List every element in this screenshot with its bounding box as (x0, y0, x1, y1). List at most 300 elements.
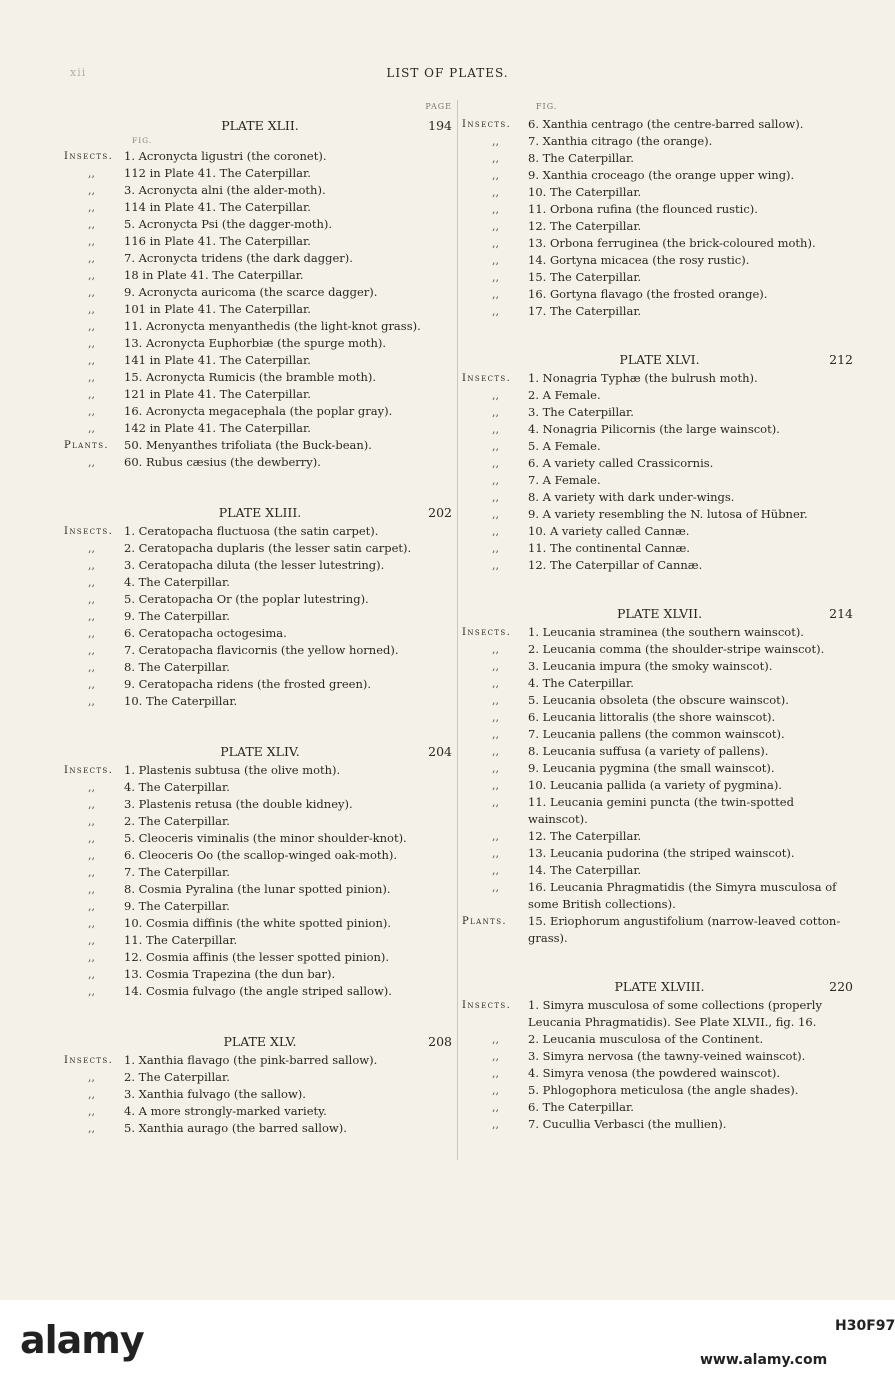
list-item (64, 335, 456, 352)
list-item (64, 898, 456, 915)
entry-text: 8. The Caterpillar. (124, 660, 230, 674)
entry-text: 2. Ceratopacha duplaris (the lesser satin carpet). (124, 541, 412, 555)
entry-text: 1. Ceratopacha fluctuosa (the satin carpet). (124, 524, 379, 538)
list-item (462, 523, 857, 540)
image-id: H30F97 (835, 1318, 895, 1334)
entry-text: 10. Leucania pallida (a variety of pygmina). (528, 778, 782, 792)
ditto-mark: ,, (492, 237, 499, 250)
list-item (64, 1103, 456, 1120)
ditto-mark: ,, (88, 218, 95, 231)
list-item (462, 1082, 857, 1099)
ditto-mark: ,, (88, 627, 95, 640)
list-item (462, 1031, 857, 1048)
ditto-mark: ,, (88, 371, 95, 384)
ditto-mark: ,, (492, 881, 499, 894)
plate-heading (462, 350, 857, 370)
list-item (64, 250, 456, 267)
ditto-mark: ,, (88, 1122, 95, 1135)
entry-text: 142 in Plate 41. The Caterpillar. (124, 421, 311, 435)
list-item (462, 404, 857, 421)
plate-title: PLATE XLV. (223, 1034, 297, 1049)
plate-title: PLATE XLVIII. (614, 979, 705, 994)
plate-title: PLATE XLIV. (220, 744, 300, 759)
list-item (64, 1069, 456, 1086)
ditto-mark: ,, (492, 152, 499, 165)
list-item (64, 148, 456, 165)
entry-text: 6. The Caterpillar. (528, 1100, 634, 1114)
entry-text: 2. The Caterpillar. (124, 1070, 230, 1084)
entry-text: 4. Simyra venosa (the powdered wainscot). (528, 1066, 781, 1080)
list-item (462, 675, 857, 692)
entry-text: 3. Xanthia fulvago (the sallow). (124, 1087, 306, 1101)
entry-text: 1. Leucania straminea (the southern wainscot). (528, 625, 804, 639)
entry-text: 5. Cleoceris viminalis (the minor shoulder-knot). (124, 831, 407, 845)
entry-text: 11. The continental Cannæ. (528, 541, 690, 555)
watermark-footer (0, 1300, 895, 1390)
plate-section (462, 350, 857, 574)
entry-text: 7. Ceratopacha flavicornis (the yellow horned). (124, 643, 399, 657)
ditto-mark: ,, (88, 985, 95, 998)
list-item (64, 1052, 456, 1069)
ditto-mark: ,, (492, 864, 499, 877)
list-item (64, 216, 456, 233)
list-item (462, 303, 857, 320)
list-item (462, 116, 857, 133)
entry-text: 3. Simyra nervosa (the tawny-veined wainscot). (528, 1049, 806, 1063)
list-item (64, 966, 456, 983)
list-item (64, 1120, 456, 1137)
list-item (64, 847, 456, 864)
entry-text: 5. Acronycta Psi (the dagger-moth). (124, 217, 333, 231)
ditto-mark: ,, (88, 678, 95, 691)
ditto-mark: ,, (492, 796, 499, 809)
plate-section (64, 116, 456, 471)
ditto-mark: ,, (88, 422, 95, 435)
ditto-mark: ,, (88, 201, 95, 214)
entry-text: 7. Leucania pallens (the common wainscot). (528, 727, 785, 741)
category-label: Insects. (462, 1000, 512, 1011)
ditto-mark: ,, (492, 254, 499, 267)
ditto-mark: ,, (492, 1033, 499, 1046)
list-item (64, 403, 456, 420)
left-column (64, 100, 456, 1137)
entry-text: 4. The Caterpillar. (124, 780, 230, 794)
ditto-mark: ,, (492, 677, 499, 690)
plate-page: 220 (829, 979, 853, 994)
ditto-mark: ,, (492, 440, 499, 453)
category-label: Plants. (462, 916, 508, 927)
ditto-mark: ,, (88, 1088, 95, 1101)
ditto-mark: ,, (88, 184, 95, 197)
entry-text: 1. Xanthia flavago (the pink-barred sallow). (124, 1053, 378, 1067)
entry-text: 10. A variety called Cannæ. (528, 524, 690, 538)
list-item (462, 472, 857, 489)
plate-page: 212 (829, 352, 853, 367)
list-item (462, 760, 857, 777)
plate-section (64, 1032, 456, 1137)
ditto-mark: ,, (88, 798, 95, 811)
ditto-mark: ,, (88, 559, 95, 572)
list-item (64, 540, 456, 557)
list-item (462, 218, 857, 235)
ditto-mark: ,, (492, 220, 499, 233)
ditto-mark: ,, (492, 694, 499, 707)
list-item (64, 762, 456, 779)
ditto-mark: ,, (88, 337, 95, 350)
ditto-mark: ,, (492, 847, 499, 860)
entry-text: 3. The Caterpillar. (528, 405, 634, 419)
entry-text: 5. Ceratopacha Or (the poplar lutestring). (124, 592, 369, 606)
ditto-mark: ,, (88, 968, 95, 981)
entry-text: 9. A variety resembling the N. lutosa of Hübner. (528, 507, 808, 521)
ditto-mark: ,, (492, 728, 499, 741)
ditto-mark: ,, (492, 745, 499, 758)
entry-text: 6. A variety called Crassicornis. (528, 456, 714, 470)
section-gap (462, 947, 857, 977)
entry-text: 12. The Caterpillar. (528, 219, 642, 233)
entry-text: 15. Acronycta Rumicis (the bramble moth). (124, 370, 377, 384)
entry-text: 3. Acronycta alni (the alder-moth). (124, 183, 326, 197)
entry-text: 1. Acronycta ligustri (the coronet). (124, 149, 327, 163)
plate-heading (64, 116, 456, 136)
list-item (64, 318, 456, 335)
ditto-mark: ,, (492, 542, 499, 555)
entry-text: 13. Cosmia Trapezina (the dun bar). (124, 967, 336, 981)
list-item (462, 845, 857, 862)
list-item (64, 608, 456, 625)
ditto-mark: ,, (492, 186, 499, 199)
list-item (462, 540, 857, 557)
entry-text: 1. Simyra musculosa of some collections (properly Leucania Phragmatidis). See Plate XLVII., fig. 16. (528, 998, 822, 1029)
ditto-mark: ,, (88, 456, 95, 469)
list-item (462, 201, 857, 218)
plate-page: 208 (428, 1034, 452, 1049)
ditto-mark: ,, (88, 354, 95, 367)
entry-text: 13. Leucania pudorina (the striped wainscot). (528, 846, 795, 860)
entry-text: 141 in Plate 41. The Caterpillar. (124, 353, 311, 367)
list-item (64, 779, 456, 796)
list-item (462, 879, 857, 913)
ditto-mark: ,, (88, 167, 95, 180)
list-item (462, 862, 857, 879)
list-item (462, 828, 857, 845)
list-item (64, 625, 456, 642)
entry-text: 5. Phlogophora meticulosa (the angle shades). (528, 1083, 799, 1097)
entry-text: 114 in Plate 41. The Caterpillar. (124, 200, 311, 214)
list-item (64, 454, 456, 471)
entry-text: 1. Nonagria Typhæ (the bulrush moth). (528, 371, 758, 385)
list-item (462, 184, 857, 201)
list-item (64, 642, 456, 659)
ditto-mark: ,, (88, 866, 95, 879)
list-item (64, 420, 456, 437)
list-item (462, 1065, 857, 1082)
ditto-mark: ,, (492, 1050, 499, 1063)
entry-text: 4. Nonagria Pilicornis (the large wainscot). (528, 422, 780, 436)
list-item (462, 438, 857, 455)
list-item (64, 864, 456, 881)
entry-text: 14. The Caterpillar. (528, 863, 642, 877)
plate-title: PLATE XLVII. (616, 606, 703, 621)
entry-text: 5. A Female. (528, 439, 601, 453)
entry-text: 10. The Caterpillar. (124, 694, 238, 708)
entry-text: 2. A Female. (528, 388, 601, 402)
list-item (64, 676, 456, 693)
ditto-mark: ,, (492, 559, 499, 572)
ditto-mark: ,, (88, 1105, 95, 1118)
ditto-mark: ,, (88, 781, 95, 794)
list-item (462, 641, 857, 658)
plate-section (64, 742, 456, 1000)
list-item (64, 233, 456, 250)
list-item (64, 182, 456, 199)
category-label: Insects. (64, 151, 114, 162)
entry-text: 4. The Caterpillar. (528, 676, 634, 690)
ditto-mark: ,, (88, 542, 95, 555)
list-item (64, 881, 456, 898)
entry-text: 4. The Caterpillar. (124, 575, 230, 589)
section-gap (64, 471, 456, 503)
ditto-mark: ,, (88, 849, 95, 862)
entry-text: 11. Orbona rufina (the flounced rustic). (528, 202, 758, 216)
ditto-mark: ,, (492, 525, 499, 538)
ditto-mark: ,, (88, 900, 95, 913)
section-gap (64, 1000, 456, 1032)
entry-text: 3. Plastenis retusa (the double kidney). (124, 797, 353, 811)
list-item (64, 949, 456, 966)
plate-page: 204 (428, 744, 452, 759)
column-header (462, 100, 857, 116)
list-item (64, 659, 456, 676)
ditto-mark: ,, (492, 779, 499, 792)
page-number: xii (70, 66, 87, 79)
list-item (462, 658, 857, 675)
entry-text: 112 in Plate 41. The Caterpillar. (124, 166, 311, 180)
right-column (462, 100, 857, 1133)
entry-text: 15. The Caterpillar. (528, 270, 642, 284)
entry-text: 12. Cosmia affinis (the lesser spotted pinion). (124, 950, 390, 964)
ditto-mark: ,, (492, 271, 499, 284)
ditto-mark: ,, (492, 1067, 499, 1080)
plate-title: PLATE XLIII. (218, 505, 302, 520)
plate-title: PLATE XLVI. (619, 352, 700, 367)
page-col-label: PAGE (425, 102, 452, 111)
ditto-mark: ,, (88, 917, 95, 930)
entry-text: 9. The Caterpillar. (124, 609, 230, 623)
category-label: Insects. (462, 627, 512, 638)
ditto-mark: ,, (492, 135, 499, 148)
entry-text: 10. The Caterpillar. (528, 185, 642, 199)
list-item (462, 150, 857, 167)
entry-text: 3. Ceratopacha diluta (the lesser lutestring). (124, 558, 385, 572)
entry-text: 60. Rubus cæsius (the dewberry). (124, 455, 321, 469)
ditto-mark: ,, (492, 762, 499, 775)
ditto-mark: ,, (492, 474, 499, 487)
plate-section (462, 604, 857, 947)
ditto-mark: ,, (492, 508, 499, 521)
list-item (462, 387, 857, 404)
list-item (462, 133, 857, 150)
plate-page: 202 (428, 505, 452, 520)
entry-text: 14. Gortyna micacea (the rosy rustic). (528, 253, 750, 267)
entry-text: 16. Acronycta megacephala (the poplar gray). (124, 404, 393, 418)
ditto-mark: ,, (492, 1118, 499, 1131)
list-item (64, 165, 456, 182)
column-divider (457, 100, 458, 1160)
plate-page: 214 (829, 606, 853, 621)
entry-text: 1. Plastenis subtusa (the olive moth). (124, 763, 341, 777)
page-title: LIST OF PLATES. (386, 66, 509, 80)
list-item (462, 624, 857, 641)
category-label: Insects. (64, 526, 114, 537)
entry-text: 2. Leucania musculosa of the Continent. (528, 1032, 764, 1046)
ditto-mark: ,, (88, 286, 95, 299)
entry-text: 9. Leucania pygmina (the small wainscot). (528, 761, 775, 775)
list-item (462, 269, 857, 286)
list-item (462, 421, 857, 438)
entry-text: 9. Ceratopacha ridens (the frosted green). (124, 677, 372, 691)
list-item (64, 574, 456, 591)
entry-text: 7. A Female. (528, 473, 601, 487)
entry-text: 12. The Caterpillar. (528, 829, 642, 843)
entry-text: 2. Leucania comma (the shoulder-stripe wainscot). (528, 642, 825, 656)
list-item (462, 455, 857, 472)
entry-text: 6. Xanthia centrago (the centre-barred sallow). (528, 117, 804, 131)
entry-text: 6. Cleoceris Oo (the scallop-winged oak-moth). (124, 848, 398, 862)
entry-text: 7. The Caterpillar. (124, 865, 230, 879)
fig-col-label: FIG. (536, 102, 558, 111)
list-item (64, 693, 456, 710)
category-label: Insects. (462, 119, 512, 130)
entry-text: 8. A variety with dark under-wings. (528, 490, 735, 504)
site-url: www.alamy.com (700, 1352, 828, 1368)
list-item (462, 286, 857, 303)
list-item (64, 199, 456, 216)
list-item (462, 235, 857, 252)
entry-text: 9. Xanthia croceago (the orange upper wing). (528, 168, 795, 182)
ditto-mark: ,, (88, 1071, 95, 1084)
list-item (462, 794, 857, 828)
list-item (64, 813, 456, 830)
section-gap (462, 574, 857, 604)
ditto-mark: ,, (88, 320, 95, 333)
ditto-mark: ,, (88, 951, 95, 964)
entry-text: 11. The Caterpillar. (124, 933, 238, 947)
list-item (462, 743, 857, 760)
plate-heading (64, 742, 456, 762)
ditto-mark: ,, (88, 934, 95, 947)
list-item (462, 1048, 857, 1065)
ditto-mark: ,, (88, 644, 95, 657)
ditto-mark: ,, (88, 252, 95, 265)
ditto-mark: ,, (492, 1101, 499, 1114)
entry-text: 11. Leucania gemini puncta (the twin-spotted wainscot). (528, 795, 794, 826)
ditto-mark: ,, (492, 423, 499, 436)
ditto-mark: ,, (88, 269, 95, 282)
list-item (462, 777, 857, 794)
entry-text: 11. Acronycta menyanthedis (the light-knot grass). (124, 319, 421, 333)
entry-text: 12. The Caterpillar of Cannæ. (528, 558, 703, 572)
entry-text: 101 in Plate 41. The Caterpillar. (124, 302, 311, 316)
ditto-mark: ,, (88, 695, 95, 708)
entry-text: 7. Cucullia Verbasci (the mullien). (528, 1117, 727, 1131)
list-item (64, 915, 456, 932)
ditto-mark: ,, (492, 203, 499, 216)
list-item (64, 1086, 456, 1103)
list-item (462, 709, 857, 726)
list-item (462, 252, 857, 269)
list-item (64, 284, 456, 301)
list-item (462, 370, 857, 387)
entry-text: 9. The Caterpillar. (124, 899, 230, 913)
entry-text: 10. Cosmia diffinis (the white spotted pinion). (124, 916, 392, 930)
ditto-mark: ,, (88, 576, 95, 589)
ditto-mark: ,, (88, 593, 95, 606)
entry-text: 6. Leucania littoralis (the shore wainscot). (528, 710, 776, 724)
entry-text: 2. The Caterpillar. (124, 814, 230, 828)
ditto-mark: ,, (492, 491, 499, 504)
entry-text: 17. The Caterpillar. (528, 304, 642, 318)
ditto-mark: ,, (492, 169, 499, 182)
entry-text: 16. Gortyna flavago (the frosted orange). (528, 287, 768, 301)
plate-title: PLATE XLII. (221, 118, 299, 133)
ditto-mark: ,, (88, 661, 95, 674)
ditto-mark: ,, (88, 235, 95, 248)
list-item (64, 983, 456, 1000)
entry-text: 5. Xanthia aurago (the barred sallow). (124, 1121, 347, 1135)
entry-text: 9. Acronycta auricoma (the scarce dagger). (124, 285, 378, 299)
list-item (64, 352, 456, 369)
category-label: Insects. (64, 1055, 114, 1066)
entry-text: 3. Leucania impura (the smoky wainscot). (528, 659, 773, 673)
ditto-mark: ,, (88, 815, 95, 828)
list-item (462, 489, 857, 506)
plate-section (64, 503, 456, 710)
entry-text: 6. Ceratopacha octogesima. (124, 626, 287, 640)
plate-heading (462, 604, 857, 624)
section-gap (462, 320, 857, 350)
list-item (462, 167, 857, 184)
list-item (462, 913, 857, 947)
page-header (0, 66, 895, 86)
list-item (64, 267, 456, 284)
ditto-mark: ,, (492, 406, 499, 419)
list-item (64, 557, 456, 574)
ditto-mark: ,, (492, 288, 499, 301)
list-item (64, 386, 456, 403)
plate-heading (64, 1032, 456, 1052)
entry-text: 7. Xanthia citrago (the orange). (528, 134, 713, 148)
plate-heading (462, 977, 857, 997)
ditto-mark: ,, (492, 1084, 499, 1097)
list-item (64, 437, 456, 454)
ditto-mark: ,, (492, 660, 499, 673)
list-item (462, 692, 857, 709)
fig-label: FIG. (132, 136, 153, 145)
ditto-mark: ,, (88, 883, 95, 896)
ditto-mark: ,, (88, 388, 95, 401)
entry-text: 50. Menyanthes trifoliata (the Buck-bean). (124, 438, 372, 452)
list-item (462, 1099, 857, 1116)
ditto-mark: ,, (492, 711, 499, 724)
list-item (64, 796, 456, 813)
ditto-mark: ,, (492, 305, 499, 318)
category-label: Insects. (64, 765, 114, 776)
plate-page: 194 (428, 118, 452, 133)
list-item (462, 997, 857, 1031)
list-item (64, 830, 456, 847)
ditto-mark: ,, (88, 303, 95, 316)
